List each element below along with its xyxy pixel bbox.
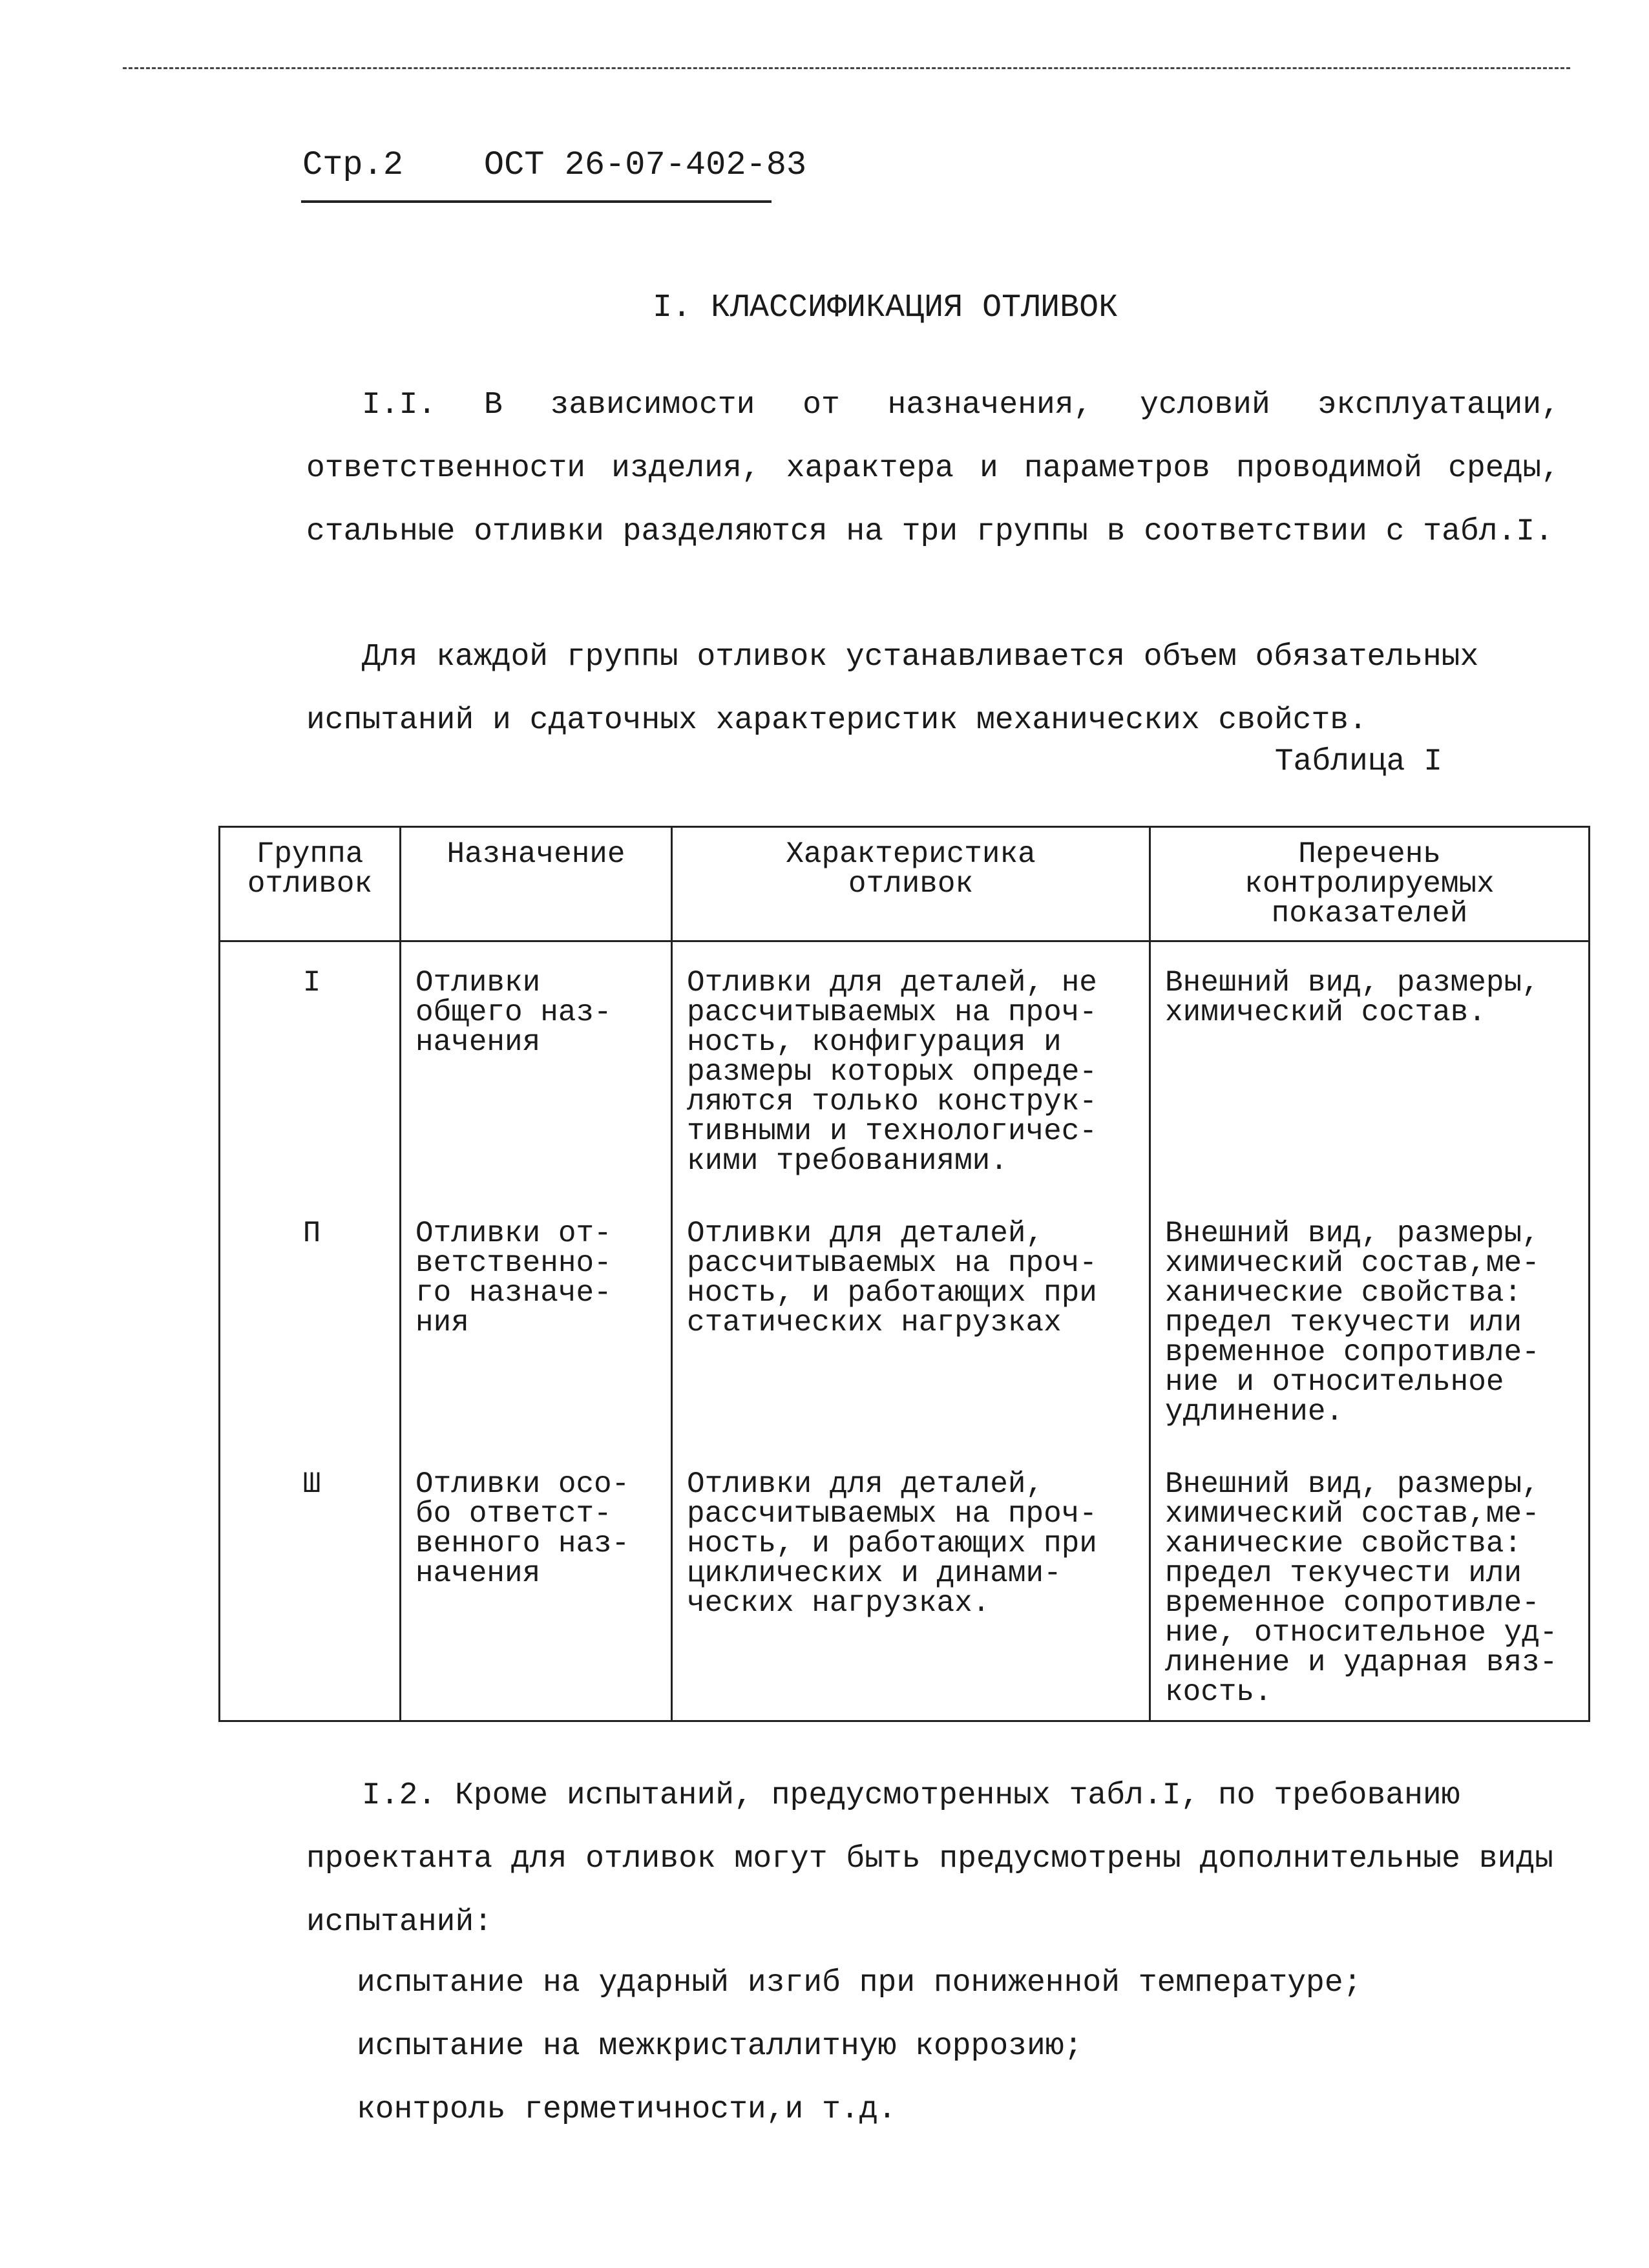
row-purpose: Отливки общего наз- начения: [401, 941, 672, 1193]
table-row: [220, 1193, 1590, 1444]
row-indicators: Внешний вид, размеры, химический состав,ме- ханические свойства: предел текучести или временное сопротивле- ние и относительное удлинение.: [1150, 1193, 1590, 1444]
paragraph-1-2: I.2. Кроме испытаний, предусмотренных табл.I, по требованию проектанта для отливок могут быть предусмотрены дополнительные виды испытаний:: [306, 1778, 1553, 1940]
list-item: испытание на межкристаллитную коррозию;: [357, 2029, 1083, 2064]
row-characteristic: Отливки для деталей, не рассчитываемых на проч- ность, конфигурация и размеры которых опреде- ляются только конструк- тивными и технологичес- кими требованиями.: [672, 941, 1150, 1193]
list-item: испытание на ударный изгиб при пониженной температуре;: [357, 1966, 1362, 2000]
row-group: Ш: [220, 1444, 401, 1721]
page-header: [302, 146, 806, 184]
header-purpose: Назначение: [401, 827, 672, 941]
header-underline: [301, 200, 772, 203]
table-header-row: [220, 827, 1590, 941]
row-indicators: Внешний вид, размеры, химический состав,ме- ханические свойства: предел текучести или временное сопротивле- ние, относительное уд- линение и ударная вяз- кость.: [1150, 1444, 1590, 1721]
paragraph-1-1: I.I. В зависимости от назначения, условий эксплуатации, ответственности изделия, характера и параметров проводимой среды, стальные отливки разделяются на три группы в соответствии с табл.I.: [306, 388, 1560, 549]
castings-classification-table: [218, 826, 1590, 1722]
row-characteristic: Отливки для деталей, рассчитываемых на проч- ность, и работающих при статических нагрузках: [672, 1193, 1150, 1444]
list-item: контроль герметичности,и т.д.: [357, 2092, 897, 2127]
section-title: I. КЛАССИФИКАЦИЯ ОТЛИВОК: [653, 289, 1119, 326]
top-border-line: [123, 67, 1570, 69]
table-row: [220, 1444, 1590, 1721]
page-number: Стр.2: [302, 146, 404, 184]
table-row: [220, 941, 1590, 1193]
paragraph-1-1-continued: Для каждой группы отливок устанавливается объем обязательных испытаний и сдаточных характеристик механических свойств.: [306, 640, 1479, 738]
header-group: Группа отливок: [220, 827, 401, 941]
table-label: Таблица I: [1274, 744, 1442, 779]
row-indicators: Внешний вид, размеры, химический состав.: [1150, 941, 1590, 1193]
header-characteristic: Характеристика отливок: [672, 827, 1150, 941]
header-indicators: Перечень контролируемых показателей: [1150, 827, 1590, 941]
row-purpose: Отливки осо- бо ответст- венного наз- начения: [401, 1444, 672, 1721]
standard-number: ОСТ 26-07-402-83: [483, 146, 807, 184]
row-characteristic: Отливки для деталей, рассчитываемых на проч- ность, и работающих при циклических и динами- ческих нагрузках.: [672, 1444, 1150, 1721]
additional-tests-list: [357, 1951, 1361, 2141]
row-purpose: Отливки от- ветственно- го назначе- ния: [401, 1193, 672, 1444]
row-group: П: [220, 1193, 401, 1444]
row-group: I: [220, 941, 401, 1193]
